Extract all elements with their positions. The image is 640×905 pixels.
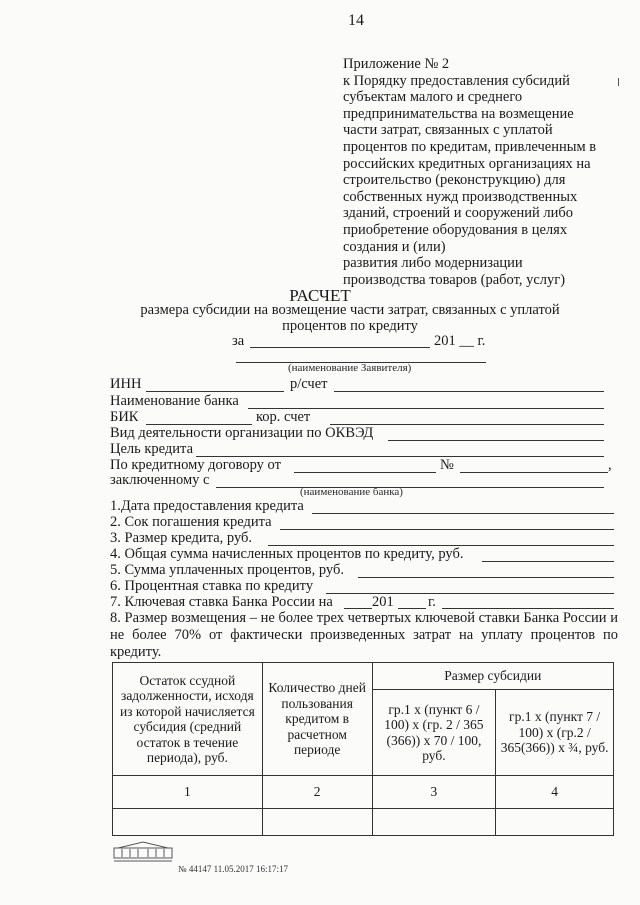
appendix-line: российских кредитных организациях на	[343, 155, 591, 172]
okved-field[interactable]	[388, 440, 604, 441]
purpose-label: Цель кредита	[110, 441, 194, 457]
comma: ,	[608, 457, 612, 473]
registration-stamp: № 44147 11.05.2017 16:17:17	[178, 864, 289, 874]
appendix-line: собственных нужд производственных	[343, 188, 578, 205]
item-5-field[interactable]	[358, 577, 614, 578]
item-5-label: 5. Сумма уплаченных процентов, руб.	[110, 562, 344, 578]
bank-field[interactable]	[216, 487, 604, 488]
item-3-label: 3. Размер кредита, руб.	[110, 530, 253, 546]
table-num-cell: 3	[372, 776, 496, 809]
table-number-row	[113, 776, 614, 809]
period-field[interactable]	[250, 347, 430, 348]
item-6-field[interactable]	[326, 593, 614, 594]
document-subtitle: размера субсидии на возмещение части затрат, связанных с уплатой процентов по кредиту	[140, 302, 560, 334]
item-4-field[interactable]	[482, 561, 614, 562]
account-label: р/счет	[290, 376, 328, 392]
inn-label: ИНН	[110, 376, 142, 392]
appendix-line: субъектам малого и среднего	[343, 89, 523, 106]
appendix-line: предпринимательства на возмещение	[343, 105, 574, 122]
item-1-label: 1.Дата предоставления кредита	[110, 498, 304, 514]
appendix-line: процентов по кредитам, привлеченным в	[343, 138, 597, 155]
table-header-group: Размер субсидии	[372, 663, 613, 690]
appendix-line: части затрат, связанных с уплатой	[343, 122, 553, 139]
table-header-col4: гр.1 х (пункт 7 / 100) х (гр.2 / 365(366)) х ¾, руб.	[496, 690, 614, 776]
concluded-label: заключенному с	[110, 472, 210, 488]
table-header-col1: Остаток ссудной задолженности, исходя из которой начисляется субсидия (средний остаток в течение периода), руб.	[113, 663, 263, 776]
contract-number-field[interactable]	[460, 472, 608, 473]
account-field[interactable]	[334, 391, 604, 392]
item-7-year-field[interactable]	[398, 608, 426, 609]
appendix-block	[343, 56, 633, 288]
table-header-row	[113, 663, 614, 690]
table-num-cell: 1	[113, 776, 263, 809]
contract-date-field[interactable]	[294, 472, 436, 473]
appendix-line: производства товаров (работ, услуг)	[343, 271, 566, 288]
bank-caption: (наименование банка)	[300, 486, 403, 498]
item-2-field[interactable]	[280, 529, 614, 530]
appendix-line: развития либо модернизации	[343, 255, 523, 272]
appendix-line: зданий, строений и сооружений либо	[343, 205, 574, 222]
okved-label: Вид деятельности организации по ОКВЭД	[110, 425, 374, 441]
inn-field[interactable]	[146, 391, 284, 392]
appendix-line: к Порядку предоставления субсидий	[343, 72, 570, 89]
appendix-line: строительство (реконструкцию) для	[343, 172, 566, 189]
building-stamp-icon	[112, 840, 174, 869]
year-label: 201 __ г.	[434, 333, 486, 349]
item-6-label: 6. Процентная ставка по кредиту	[110, 578, 314, 594]
appendix-line: приобретение оборудования в целях	[343, 221, 568, 238]
page-number: 14	[348, 12, 364, 29]
item-8-text: 8. Размер возмещения – не более трех четвертых ключевой ставки Банка России и не более 70% от фактически произведенных затрат на уплату процентов по кредиту.	[110, 610, 618, 660]
item-1-field[interactable]	[312, 513, 614, 514]
table-header-col3: гр.1 х (пункт 6 / 100) х (гр. 2 / 365 (366)) х 70 / 100, руб.	[372, 690, 496, 776]
table-cell[interactable]	[496, 809, 614, 836]
item-4-label: 4. Общая сумма начисленных процентов по кредиту, руб.	[110, 546, 464, 562]
number-sign: №	[440, 457, 454, 473]
item-2-label: 2. Сок погашения кредита	[110, 514, 272, 530]
bank-name-label: Наименование банка	[110, 393, 239, 409]
table-header-col2: Количество дней пользования кредитом в расчетном периоде	[262, 663, 372, 776]
item-7-value-field[interactable]	[442, 608, 614, 609]
table-num-cell: 4	[496, 776, 614, 809]
table-cell[interactable]	[113, 809, 263, 836]
item-7-year: 201	[372, 594, 394, 610]
table-cell[interactable]	[262, 809, 372, 836]
table-cell[interactable]	[372, 809, 496, 836]
corr-account-label: кор. счет	[256, 409, 311, 425]
bik-label: БИК	[110, 409, 139, 425]
appendix-title: Приложение № 2	[343, 56, 450, 72]
appendix-line: создания и (или)	[343, 238, 446, 255]
document-title: РАСЧЕТ	[289, 286, 351, 305]
item-7-label: 7. Ключевая ставка Банка России на	[110, 594, 333, 610]
table-row	[113, 809, 614, 836]
applicant-caption: (наименование Заявителя)	[288, 362, 412, 374]
table-num-cell: 2	[262, 776, 372, 809]
item-7-g: г.	[428, 594, 436, 610]
period-label: за	[232, 333, 245, 349]
contract-label: По кредитному договору от	[110, 457, 281, 473]
subsidy-table	[112, 662, 614, 836]
item-7-date-field[interactable]	[344, 608, 372, 609]
